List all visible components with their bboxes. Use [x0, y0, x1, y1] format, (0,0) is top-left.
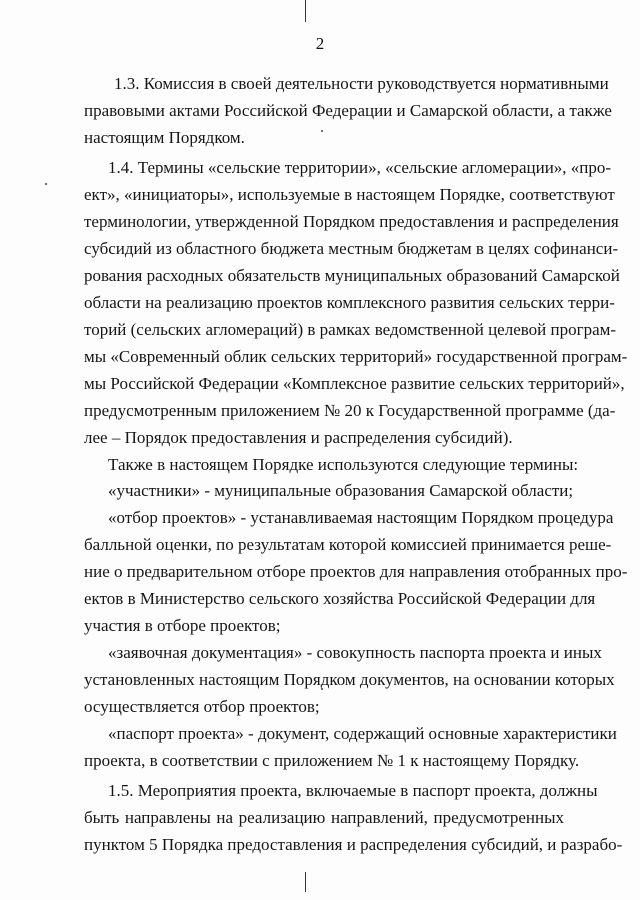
text-line: терминологии, утвержденной Порядком предоставления и распределения — [84, 212, 619, 231]
text-line: проекта, в соответствии с приложением № 1 к настоящему Порядку. — [84, 751, 580, 770]
scan-mark-top — [305, 0, 306, 22]
text-line: «участники» - муниципальные образования Самарской области; — [108, 481, 574, 500]
text-line: ект», «инициаторы», используемые в настоящем Порядке, соответствуют — [84, 185, 615, 204]
text-line: 1.4. Термины «сельские территории», «сельские агломерации», «про- — [108, 158, 612, 177]
text-line: Также в настоящем Порядке используются следующие термины: — [108, 455, 579, 474]
page-number: 2 — [315, 34, 325, 53]
text-line: настоящим Порядком. — [84, 128, 245, 147]
text-line: мы «Современный облик сельских территорий» государственной програм- — [84, 347, 628, 366]
text-line: ектов в Министерство сельского хозяйства Российской Федерации для — [84, 589, 596, 608]
text-line: «паспорт проекта» - документ, содержащий основные характеристики — [108, 724, 617, 743]
text-line: «заявочная документация» - совокупность паспорта проекта и иных — [108, 643, 602, 662]
scan-speck — [45, 183, 47, 185]
text-line: пунктом 5 Порядка предоставления и распределения субсидий, и разрабо- — [84, 835, 623, 854]
text-line: участия в отборе проектов; — [84, 616, 281, 635]
text-line: быть направлены на реализацию направлений, предусмотренных — [84, 808, 564, 827]
text-line: рования расходных обязательств муниципальных образований Самарской — [84, 266, 620, 285]
text-line: торий (сельских агломераций) в рамках ведомственной целевой програм- — [84, 320, 617, 339]
text-line: 1.5. Мероприятия проекта, включаемые в паспорт проекта, должны — [108, 781, 598, 800]
text-line: правовыми актами Российской Федерации и Самарской области, а также — [84, 101, 612, 120]
text-line: осуществляется отбор проектов; — [84, 697, 320, 716]
text-line: 1.3. Комиссия в своей деятельности руководствуется нормативными — [114, 74, 609, 93]
text-line: балльной оценки, по результатам которой комиссией принимается реше- — [84, 535, 612, 554]
text-line: субсидий из областного бюджета местным бюджетам в целях софинанси- — [84, 239, 619, 258]
text-line: лее – Порядок предоставления и распределения субсидий). — [84, 428, 513, 447]
text-line: «отбор проектов» - устанавливаемая настоящим Порядком процедура — [108, 508, 614, 527]
text-line: предусмотренным приложением № 20 к Государственной программе (да- — [84, 401, 616, 420]
text-line: области на реализацию проектов комплексного развития сельских терри- — [84, 293, 615, 312]
scan-mark-bottom — [305, 872, 306, 892]
text-line: ние о предварительном отборе проектов для направления отобранных про- — [84, 562, 628, 581]
text-line: установленных настоящим Порядком документов, на основании которых — [84, 670, 615, 689]
text-line: мы Российской Федерации «Комплексное развитие сельских территорий», — [84, 374, 625, 393]
